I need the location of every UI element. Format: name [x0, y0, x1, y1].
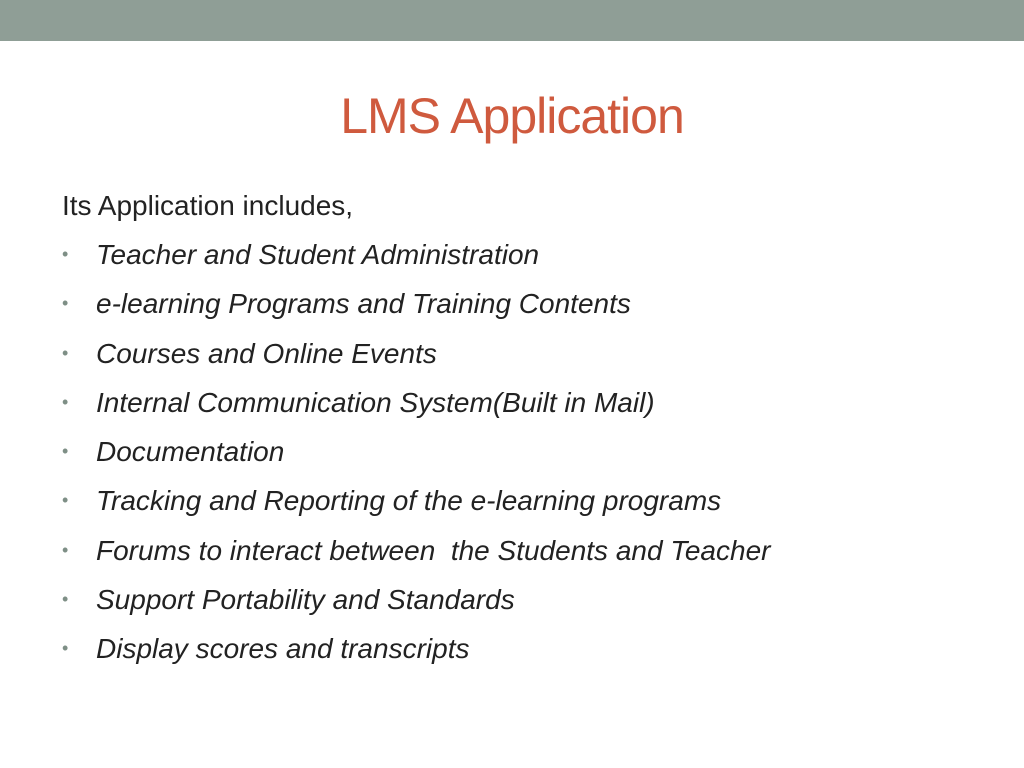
bullet-icon: • — [62, 342, 69, 363]
bullet-item — [62, 580, 770, 629]
bullet-item — [62, 235, 770, 284]
bullet-item — [62, 432, 770, 481]
bullet-text: Documentation — [96, 436, 285, 468]
bullet-text: Teacher and Student Administration — [96, 239, 540, 270]
bullet-item — [62, 629, 770, 678]
bullet-item — [62, 334, 770, 383]
bullet-icon: • — [62, 589, 69, 610]
bullet-icon: • — [62, 441, 69, 462]
bullet-text: Courses and Online Events — [96, 337, 437, 369]
bullet-icon: • — [62, 539, 69, 560]
top-accent-band — [0, 0, 1024, 41]
bullet-item — [62, 481, 770, 530]
bullet-text: Forums to interact between the Students and Teacher — [96, 534, 771, 566]
bullet-icon: • — [62, 244, 69, 264]
bullet-text: e-learning Programs and Training Contents — [96, 288, 631, 320]
bullet-text: Display scores and transcripts — [96, 633, 470, 665]
intro-text: Its Application includes, — [62, 190, 354, 221]
bullet-icon: • — [62, 391, 69, 412]
bullet-icon: • — [62, 638, 69, 659]
bullet-text: Internal Communication System(Built in Mail) — [96, 386, 655, 418]
bullet-item — [62, 531, 770, 580]
bullet-item — [62, 383, 770, 432]
bullet-icon: • — [62, 293, 69, 314]
bullet-icon: • — [62, 490, 69, 511]
bullet-list — [62, 235, 770, 679]
bullet-text: Tracking and Reporting of the e-learning programs — [96, 485, 722, 517]
slide-title: LMS Application — [340, 88, 684, 144]
bullet-text: Support Portability and Standards — [96, 584, 515, 616]
bullet-item — [62, 284, 770, 333]
